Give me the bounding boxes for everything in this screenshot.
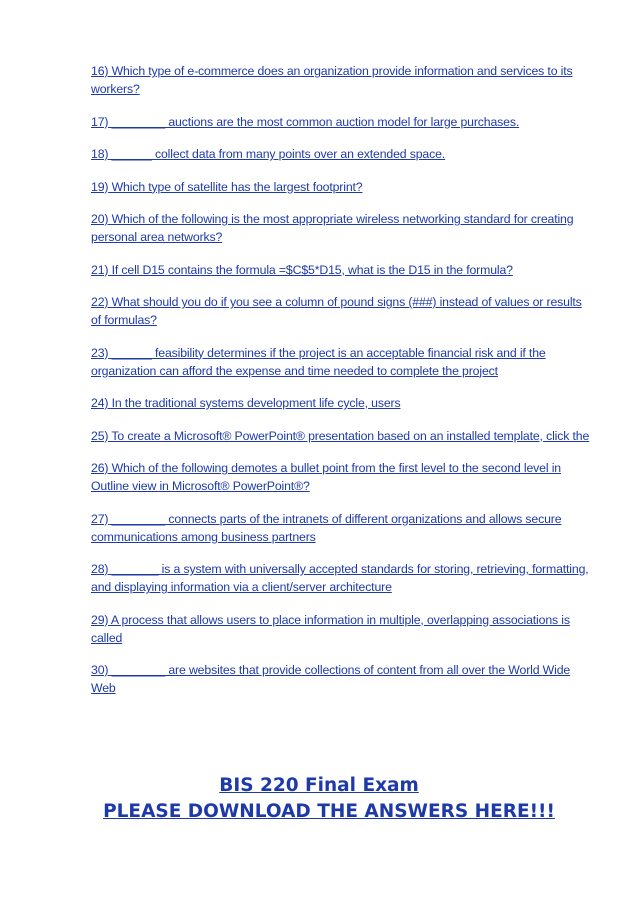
- question-list: [91, 62, 591, 712]
- question-link-24[interactable]: 24) In the traditional systems development life cycle, users: [91, 396, 401, 410]
- exam-title-link[interactable]: BIS 220 Final Exam: [219, 775, 419, 796]
- question-link-29[interactable]: 29) A process that allows users to place information in multiple, overlapping associations is called: [91, 612, 570, 645]
- question-link-19[interactable]: 19) Which type of satellite has the largest footprint?: [91, 179, 363, 194]
- question-link-20[interactable]: 20) Which of the following is the most appropriate wireless networking standard for creating personal area networks?: [91, 212, 574, 244]
- question-link-30[interactable]: 30) ________ are websites that provide collections of content from all over the World Wide Web: [91, 663, 571, 695]
- question-link-17[interactable]: 17) ________ auctions are the most common auction model for large purchases.: [91, 114, 520, 129]
- question-link-27[interactable]: 27) ________ connects parts of the intranets of different organizations and allows secure communications among business partners: [91, 511, 562, 544]
- question-link-23[interactable]: 23) ______ feasibility determines if the project is an acceptable financial risk and if the organization can afford the expense and time needed to complete the project: [91, 345, 546, 378]
- question-link-26[interactable]: 26) Which of the following demotes a bullet point from the first level to the second level in Outline view in Microsoft® PowerPoint®?: [91, 461, 561, 493]
- question-link-25[interactable]: 25) To create a Microsoft® PowerPoint® presentation based on an installed template, click the: [91, 428, 590, 443]
- download-footer: [0, 773, 638, 825]
- question-link-18[interactable]: 18) ______ collect data from many points over an extended space.: [91, 147, 446, 161]
- question-link-21[interactable]: 21) If cell D15 contains the formula =$C$5*D15, what is the D15 in the formula?: [91, 262, 513, 277]
- question-link-28[interactable]: 28) _______ is a system with universally accepted standards for storing, retrieving, formatting, and displaying information via a client/server architecture: [91, 562, 589, 594]
- question-link-22[interactable]: 22) What should you do if you see a column of pound signs (###) instead of values or results of formulas?: [91, 295, 582, 327]
- download-answers-link[interactable]: PLEASE DOWNLOAD THE ANSWERS HERE!!!: [103, 801, 555, 822]
- question-link-16[interactable]: 16) Which type of e-commerce does an organization provide information and services to its workers?: [91, 64, 573, 96]
